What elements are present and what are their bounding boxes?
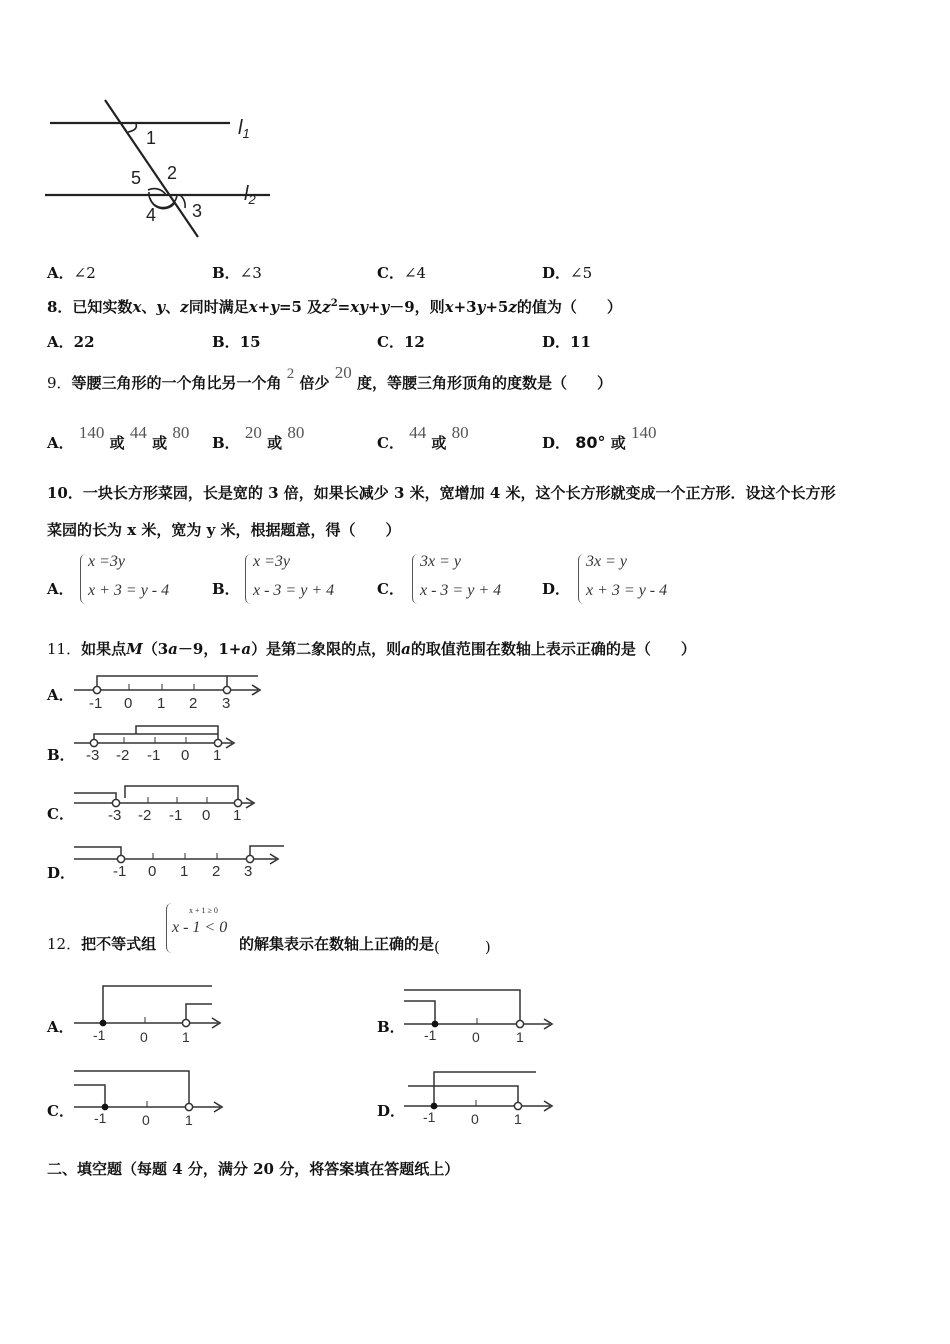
parallel-lines-figure bbox=[40, 92, 280, 242]
tick-label: -1 bbox=[94, 1110, 107, 1126]
tick-label: 1 bbox=[182, 1029, 190, 1045]
q11-option-b-number-line bbox=[70, 722, 250, 768]
q10-option-a-eq2: x + 3 = y - 4 bbox=[88, 582, 170, 599]
tick-label: 0 bbox=[181, 747, 190, 764]
q10-option-a-eq1: x =3y bbox=[88, 553, 125, 570]
q12-option-d[interactable]: D． bbox=[377, 1102, 406, 1120]
line-l1-label: $l_1$ bbox=[238, 117, 250, 141]
q10-stem-line2: 菜园的长为 x 米，宽为 y 米，根据题意，得（ ） bbox=[47, 521, 401, 539]
q12-option-c-number-line bbox=[70, 1064, 230, 1130]
q12-stem-end: 的解集表示在数轴上正确的是( ) bbox=[239, 935, 491, 956]
line-l2-label: $l_2$ bbox=[244, 183, 256, 207]
angle-1-label: 1 bbox=[146, 128, 157, 148]
q7-option-d[interactable]: D．∠5 bbox=[542, 264, 593, 282]
tick-label: -1 bbox=[147, 747, 161, 764]
angle-5-label: 5 bbox=[131, 168, 142, 188]
tick-label: -3 bbox=[86, 747, 100, 764]
q9-option-a[interactable]: A． 140 或 44 或 80 bbox=[47, 423, 190, 452]
q10-option-b-eq1: x =3y bbox=[253, 553, 290, 570]
q7-option-a[interactable]: A．∠2 bbox=[47, 264, 96, 282]
q8-stem: 8．已知实数x、y、z同时满足x+y=5 及$z^2=xy+y-9$，则x+3y+5z的值为（ ） bbox=[47, 298, 622, 316]
q9-option-d[interactable]: D． 80° 或 140 bbox=[542, 423, 657, 452]
q10-option-d-eq1: 3x = y bbox=[586, 553, 627, 570]
q12-option-c[interactable]: C． bbox=[47, 1102, 74, 1120]
q8-option-c[interactable]: C．12 bbox=[377, 333, 425, 351]
angle-3-label: 3 bbox=[192, 201, 203, 221]
tick-label: -2 bbox=[116, 747, 130, 764]
q10-option-c-eq2: x - 3 = y + 4 bbox=[420, 582, 502, 599]
tick-label: 0 bbox=[142, 1112, 150, 1128]
tick-label: -2 bbox=[138, 807, 152, 824]
tick-label: 1 bbox=[514, 1111, 522, 1127]
q10-stem-line1: 10．一块长方形菜园，长是宽的 3 倍，如果长减少 3 米，宽增加 4 米，这个长方形就变成一个正方形．设这个长方形 bbox=[47, 484, 836, 502]
tick-label: -1 bbox=[93, 1027, 106, 1043]
angle-2-label: 2 bbox=[167, 163, 178, 183]
tick-label: -1 bbox=[89, 695, 103, 712]
q12-option-a[interactable]: A． bbox=[47, 1018, 74, 1036]
q12-option-b[interactable]: B． bbox=[377, 1018, 405, 1036]
q11-option-d-number-line bbox=[70, 840, 290, 886]
q11-option-d[interactable]: D． bbox=[47, 864, 76, 882]
tick-label: 2 bbox=[212, 863, 221, 880]
angle-4-label: 4 bbox=[146, 205, 157, 225]
q12-option-a-number-line bbox=[70, 982, 230, 1048]
tick-label: 1 bbox=[233, 807, 242, 824]
tick-label: 3 bbox=[244, 863, 253, 880]
q11-option-b[interactable]: B． bbox=[47, 746, 75, 764]
tick-label: 0 bbox=[471, 1111, 479, 1127]
q10-option-b-eq2: x - 3 = y + 4 bbox=[253, 582, 335, 599]
tick-label: 3 bbox=[222, 695, 231, 712]
tick-label: -1 bbox=[113, 863, 127, 880]
tick-label: 0 bbox=[202, 807, 211, 824]
q12-system-eq2: x - 1 < 0 bbox=[172, 919, 228, 936]
q9-option-c[interactable]: C． 44 或 80 bbox=[377, 423, 469, 452]
tick-label: 1 bbox=[180, 863, 189, 880]
tick-label: 0 bbox=[140, 1029, 148, 1045]
tick-label: 0 bbox=[472, 1029, 480, 1045]
q7-option-b[interactable]: B．∠3 bbox=[212, 264, 262, 282]
q11-stem: 11．如果点M（3a－9，1+a）是第二象限的点，则a的取值范围在数轴上表示正确的是（ ） bbox=[47, 640, 696, 658]
tick-label: 1 bbox=[185, 1112, 193, 1128]
q11-option-a-number-line bbox=[70, 666, 270, 712]
q7-option-c[interactable]: C．∠4 bbox=[377, 264, 427, 282]
tick-label: 1 bbox=[157, 695, 166, 712]
tick-label: 1 bbox=[516, 1029, 524, 1045]
q9-option-b[interactable]: B． 20 或 80 bbox=[212, 423, 305, 452]
q12-option-b-number-line bbox=[400, 982, 560, 1048]
q8-option-b[interactable]: B．15 bbox=[212, 333, 261, 351]
q12-option-d-number-line bbox=[400, 1064, 560, 1130]
q11-option-a[interactable]: A． bbox=[47, 686, 74, 704]
tick-label: 2 bbox=[189, 695, 198, 712]
q11-option-c[interactable]: C． bbox=[47, 805, 74, 823]
q10-option-c-eq1: 3x = y bbox=[420, 553, 461, 570]
q10-option-b[interactable]: B． bbox=[212, 580, 240, 598]
q10-option-a[interactable]: A． bbox=[47, 580, 74, 598]
q12-stem-start: 12．把不等式组 bbox=[47, 935, 157, 953]
tick-label: 1 bbox=[213, 747, 222, 764]
tick-label: -3 bbox=[108, 807, 122, 824]
section-2-title: 二、填空题（每题 4 分，满分 20 分，将答案填在答题纸上） bbox=[47, 1160, 460, 1178]
q12-system-eq1: x + 1 ≥ 0 bbox=[189, 906, 218, 915]
tick-label: 0 bbox=[124, 695, 133, 712]
q10-option-d-eq2: x + 3 = y - 4 bbox=[586, 582, 668, 599]
q8-option-d[interactable]: D．11 bbox=[542, 333, 591, 351]
q9-stem: 9．等腰三角形的一个角比另一个角 2 倍少 20 度，等腰三角形顶角的度数是（ ） bbox=[47, 363, 613, 392]
q8-option-a[interactable]: A．22 bbox=[47, 333, 95, 351]
tick-label: -1 bbox=[169, 807, 183, 824]
q11-option-c-number-line bbox=[70, 782, 270, 828]
tick-label: -1 bbox=[423, 1109, 436, 1125]
tick-label: 0 bbox=[148, 863, 157, 880]
tick-label: -1 bbox=[424, 1027, 437, 1043]
q10-option-c[interactable]: C． bbox=[377, 580, 404, 598]
q10-option-d[interactable]: D． bbox=[542, 580, 571, 598]
